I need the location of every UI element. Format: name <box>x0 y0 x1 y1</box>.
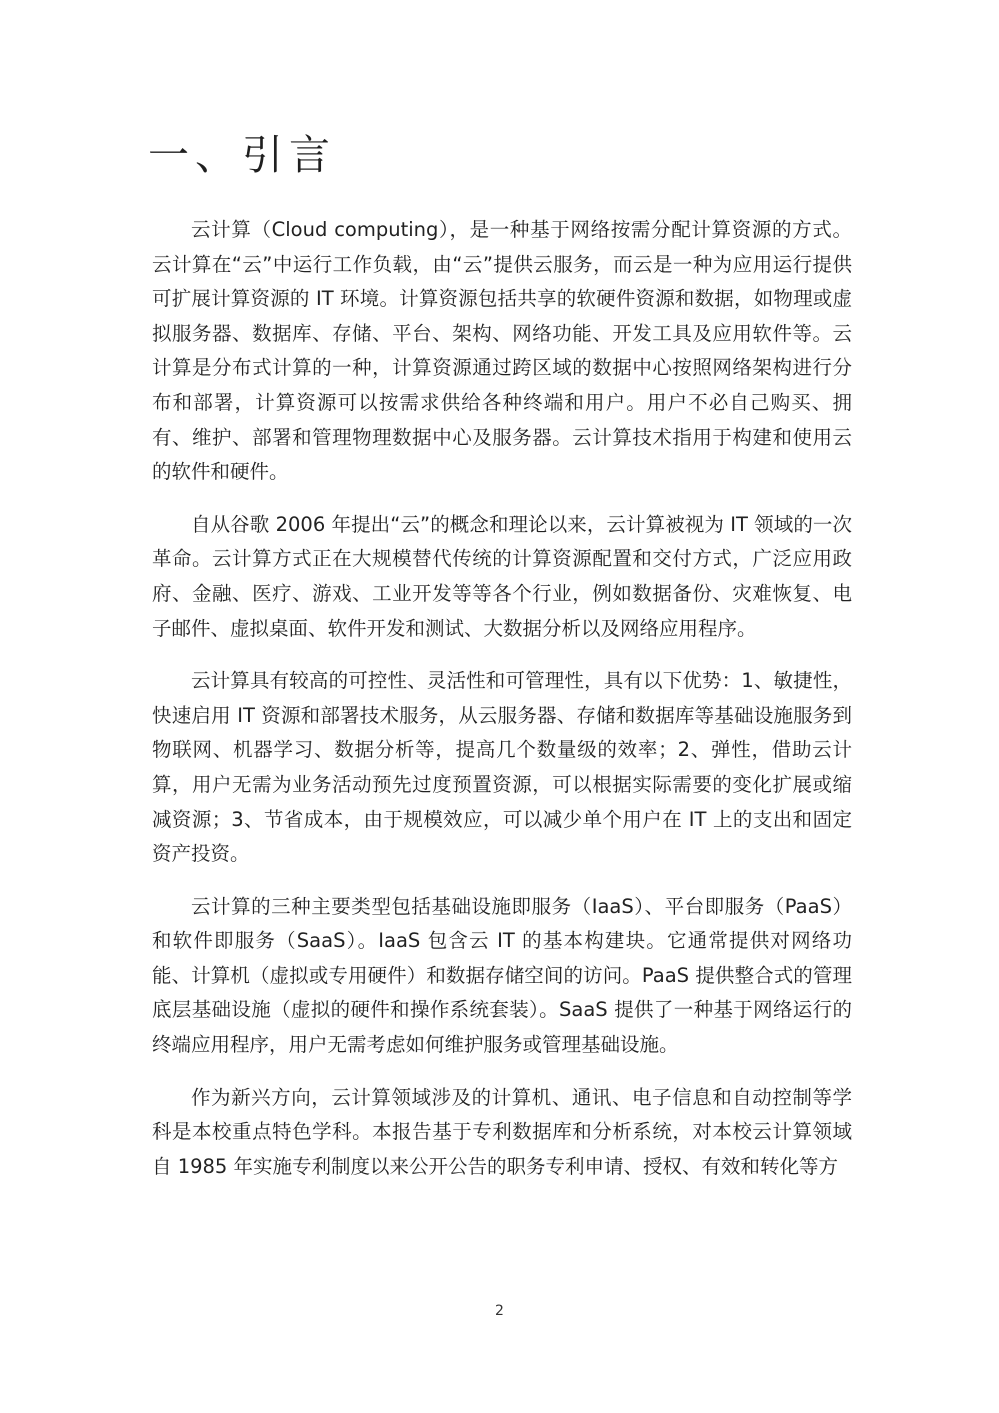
body-text <box>152 213 852 1202</box>
paragraph-report-scope: 作为新兴方向，云计算领域涉及的计算机、通讯、电子信息和自动控制等学科是本校重点特色学科。本报告基于专利数据库和分析系统，对本校云计算领域自 1985 年实施专利制度以来公开公告的职务专利申请、授权、有效和转化等方 <box>152 1085 852 1178</box>
section-heading: 一、引言 <box>148 131 336 179</box>
paragraph-cloud-types: 云计算的三种主要类型包括基础设施即服务（IaaS）、平台即服务（PaaS）和软件即服务（SaaS）。IaaS 包含云 IT 的基本构建块。它通常提供对网络功能、计算机（虚拟或专用硬件）和数据存储空间的访问。PaaS 提供整合式的管理底层基础设施（虚拟的硬件和操作系统套装）。SaaS 提供了一种基于网络运行的终端应用程序，用户无需考虑如何维护服务或管理基础设施。 <box>152 894 852 1057</box>
paragraph-cloud-definition: 云计算（Cloud computing），是一种基于网络按需分配计算资源的方式。云计算在“云”中运行工作负载，由“云”提供云服务，而云是一种为应用运行提供可扩展计算资源的 IT 环境。计算资源包括共享的软硬件资源和数据，如物理或虚拟服务器、数据库、存储、平台、架构、网络功能、开发工具及应用软件等。云计算是分布式计算的一种，计算资源通过跨区域的数据中心按照网络架构进行分布和部署，计算资源可以按需求供给各种终端和用户。用户不必自己购买、拥有、维护、部署和管理物理数据中心及服务器。云计算技术指用于构建和使用云的软件和硬件。 <box>152 218 852 484</box>
paragraph-cloud-advantages: 云计算具有较高的可控性、灵活性和可管理性，具有以下优势：1、敏捷性，快速启用 IT 资源和部署技术服务，从云服务器、存储和数据库等基础设施服务到物联网、机器学习、数据分析等，提高几个数量级的效率；2、弹性，借助云计算，用户无需为业务活动预先过度预置资源，可以根据实际需要的变化扩展或缩减资源；3、节省成本，由于规模效应，可以减少单个用户在 IT 上的支出和固定资产投资。 <box>152 669 852 866</box>
paragraph-cloud-history: 自从谷歌 2006 年提出“云”的概念和理论以来，云计算被视为 IT 领域的一次革命。云计算方式正在大规模替代传统的计算资源配置和交付方式，广泛应用政府、金融、医疗、游戏、工业开发等等各个行业，例如数据备份、灾难恢复、电子邮件、虚拟桌面、软件开发和测试、大数据分析以及网络应用程序。 <box>152 512 852 640</box>
page-number: 2 <box>495 1303 504 1319</box>
